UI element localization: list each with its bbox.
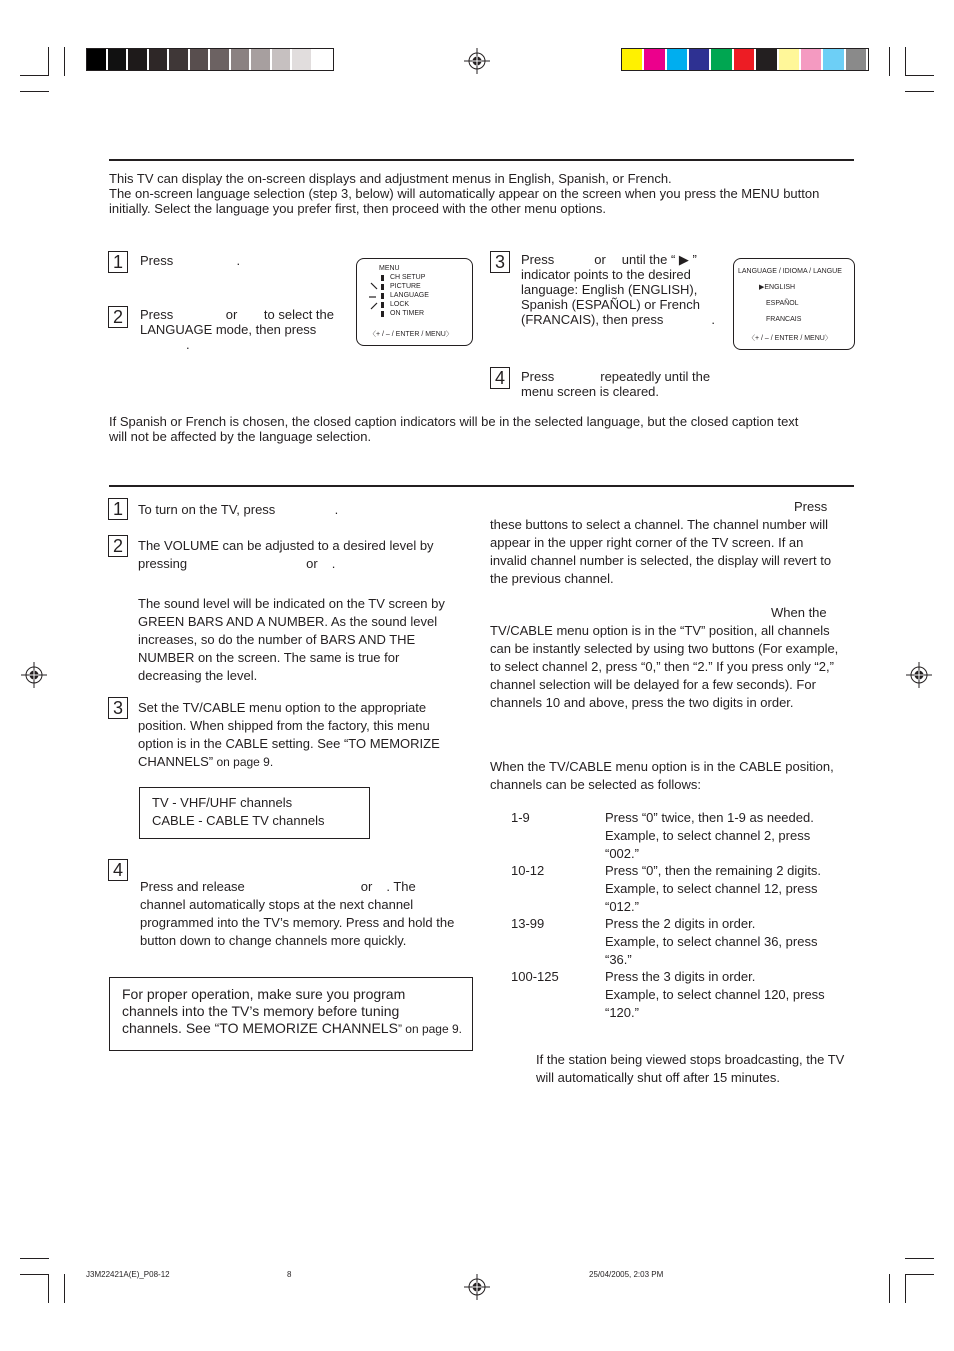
note-line: will automatically shut off after 15 minutes.: [536, 1070, 780, 1085]
osd-title: MENU: [379, 265, 400, 272]
channel-step-or: or: [360, 879, 373, 894]
para-line: can be instantly selected by using two buttons (For example,: [490, 641, 839, 656]
crop-mark: [64, 1274, 65, 1303]
tvcable-line: CHANNELS”: [138, 754, 214, 769]
tvcable-step-text: [138, 699, 478, 771]
para-line: channels can be selected as follows:: [490, 777, 702, 792]
direct-select-press: Press: [794, 499, 828, 514]
volume-para-line: GREEN BARS AND A NUMBER. As the sound level: [138, 614, 438, 629]
color-swatch: [251, 49, 270, 70]
osd-item: LOCK: [390, 301, 410, 308]
para-line: these buttons to select a channel. The channel number will: [490, 517, 828, 532]
channel-range: 13-99: [511, 916, 545, 931]
channel-instruction: “120.”: [605, 1005, 639, 1020]
para-line: the previous channel.: [490, 571, 614, 586]
osd-menu-list: [390, 273, 429, 318]
intro-line: This TV can display the on-screen displays and adjustment menus in English, Spanish, or French.: [109, 171, 672, 186]
volume-para-line: The sound level will be indicated on the TV screen by: [138, 596, 445, 611]
color-swatch: [108, 49, 127, 70]
intro-paragraph: The on-screen language selection (step 3, below) will automatically appear on the screen when you press the MENU button initially. Select the language you prefer first, then proceed with the other menu options.: [109, 186, 820, 216]
step-number: 2: [108, 306, 128, 328]
para-line: channel selection will be delayed for a few seconds). For: [490, 677, 816, 692]
step-number: 1: [108, 251, 128, 273]
color-swatch: [711, 49, 731, 70]
grayscale-calibration-bar: [86, 48, 334, 71]
crop-mark: [20, 91, 49, 92]
cable-channels-label: CABLE - CABLE TV channels: [152, 813, 325, 828]
crop-mark: [905, 1274, 934, 1275]
tvcable-page-ref: on page 9.: [213, 755, 274, 769]
color-swatch: [190, 49, 209, 70]
para-line: When the TV/CABLE menu option is in the CABLE position,: [490, 759, 834, 774]
step-number: 3: [490, 251, 510, 273]
step3-or: or: [594, 252, 606, 267]
note-line: If the station being viewed stops broadcasting, the TV: [536, 1052, 845, 1067]
channel-instruction: Example, to select channel 2, press: [605, 828, 811, 843]
tvcable-line: Set the TV/CABLE menu option to the appropriate: [138, 700, 427, 715]
tvcable-line: position. When shipped from the factory, this menu: [138, 718, 430, 733]
channel-instruction: “012.”: [605, 899, 639, 914]
para-line: to select channel 2, press “0,” then “2.” If you press only “2,”: [490, 659, 834, 674]
step2-press: Press: [140, 307, 174, 322]
color-swatch: [169, 49, 188, 70]
crop-mark: [889, 1274, 890, 1303]
para-line: appear in the upper right corner of the TV screen. If an: [490, 535, 804, 550]
registration-mark-icon: [464, 1274, 490, 1300]
color-calibration-bar: [621, 48, 869, 71]
volume-para-line: decreasing the level.: [138, 668, 258, 683]
color-swatch: [292, 49, 311, 70]
step2-or: or: [225, 307, 238, 322]
crop-mark: [48, 47, 49, 76]
footer-page-number: 8: [287, 1270, 292, 1279]
memorize-note-box: [109, 977, 473, 1051]
volume-pressing: pressing: [138, 556, 188, 571]
step-number: 3: [108, 697, 128, 719]
color-swatch: [823, 49, 843, 70]
step2-text: [140, 307, 334, 352]
language-osd-screen: [733, 258, 855, 350]
footer-date: 25/04/2005, 2:03 PM: [589, 1270, 664, 1279]
osd-language-espanol: ESPAÑOL: [766, 300, 799, 307]
step2-select: to select the: [263, 307, 334, 322]
channel-step-text: [140, 878, 480, 950]
channel-range: 10-12: [511, 863, 545, 878]
channel-range: 100-125: [511, 969, 559, 984]
osd-item: ON TIMER: [390, 310, 425, 317]
note-page-ref: ” on page 9.: [397, 1022, 462, 1036]
color-swatch: [801, 49, 821, 70]
color-swatch: [644, 49, 664, 70]
step2-line2: LANGUAGE mode, then press: [140, 322, 317, 337]
step4-repeat: repeatedly until the: [600, 369, 711, 384]
volume-line: The VOLUME can be adjusted to a desired level by: [138, 538, 434, 553]
crop-mark: [20, 1258, 49, 1259]
step1-tail: .: [236, 253, 241, 268]
table-row: [511, 862, 851, 915]
step3-line: (FRANCAIS), then press: [521, 312, 664, 327]
channel-instruction: Example, to select channel 12, press: [605, 881, 818, 896]
table-row: [511, 809, 851, 862]
color-swatch: [846, 49, 866, 70]
step4-text: [521, 369, 731, 399]
para-line: TV/CABLE menu option is in the “TV” position, all channels: [490, 623, 830, 638]
step4-line: menu screen is cleared.: [521, 384, 660, 399]
crop-mark: [64, 47, 65, 76]
note-line: will not be affected by the language selection.: [109, 429, 372, 444]
channel-range: 1-9: [511, 810, 530, 825]
tv-channels-label: TV - VHF/UHF channels: [152, 795, 293, 810]
tv-mode-when: When the: [771, 605, 827, 620]
osd-cursor-icon: [367, 273, 389, 322]
channel-step-line: programmed into the TV’s memory. Press and hold the: [140, 915, 455, 930]
color-swatch: [149, 49, 168, 70]
cable-mode-para: [490, 758, 854, 794]
crop-mark: [905, 47, 906, 76]
color-swatch: [734, 49, 754, 70]
channel-instruction: “002.”: [605, 846, 639, 861]
menu-osd-screen: [356, 258, 473, 346]
registration-mark-icon: [906, 662, 932, 688]
volume-step-text: [138, 537, 478, 685]
channel-instruction: Press “0” twice, then 1-9 as needed.: [605, 810, 814, 825]
volume-para-line: increases, so do the number of BARS AND THE: [138, 632, 416, 647]
power-step-label: To turn on the TV, press: [138, 502, 276, 517]
language-intro: [109, 171, 859, 216]
channel-instruction: “36.”: [605, 952, 632, 967]
table-row: [511, 968, 851, 1021]
volume-or: or: [306, 556, 318, 571]
step4-press: Press: [521, 369, 555, 384]
step3-until: until the “ ▶ ”: [621, 252, 697, 267]
channel-step-line: button down to change channels more quickly.: [140, 933, 407, 948]
section-rule: [109, 159, 854, 161]
osd-language-francais: FRANCAIS: [766, 316, 802, 323]
channel-instruction: Press the 3 digits in order.: [605, 969, 756, 984]
auto-shutoff-note: [536, 1051, 856, 1087]
tvcable-line: option is in the CABLE setting. See “TO MEMORIZE: [138, 736, 440, 751]
power-step-text: [138, 502, 338, 517]
crop-mark: [905, 75, 934, 76]
tvcable-info-box: [139, 787, 370, 839]
crop-mark: [20, 75, 49, 76]
osd-footer: 〈+ / – / ENTER / MENU〉: [748, 335, 832, 342]
crop-mark: [889, 47, 890, 76]
color-swatch: [622, 49, 642, 70]
section-rule: [109, 485, 854, 487]
crop-mark: [48, 1274, 49, 1303]
color-swatch: [779, 49, 799, 70]
osd-title: LANGUAGE / IDIOMA / LANGUE: [738, 268, 842, 275]
channel-instruction: Example, to select channel 36, press: [605, 934, 818, 949]
step2-tail: .: [186, 337, 190, 352]
note-line: For proper operation, make sure you program: [122, 986, 406, 1002]
step3-line: language: English (ENGLISH),: [521, 282, 698, 297]
color-swatch: [667, 49, 687, 70]
channel-step-line: channel automatically stops at the next channel: [140, 897, 414, 912]
volume-para-line: NUMBER on the screen. The same is true for: [138, 650, 400, 665]
osd-language-english: ▶ENGLISH: [759, 284, 796, 291]
step-number: 4: [108, 859, 128, 881]
channel-step-the: . The: [386, 879, 416, 894]
para-line: invalid channel number is selected, the display will revert to: [490, 553, 832, 568]
osd-footer: 〈+ / – / ENTER / MENU〉: [369, 331, 453, 338]
crop-mark: [905, 1258, 934, 1259]
language-note: [109, 414, 854, 444]
channel-instruction: Press “0”, then the remaining 2 digits.: [605, 863, 822, 878]
color-swatch: [87, 49, 106, 70]
color-swatch: [231, 49, 250, 70]
channel-instruction: Example, to select channel 120, press: [605, 987, 825, 1002]
step3-tail: .: [711, 312, 715, 327]
step-number: 1: [108, 498, 128, 520]
color-swatch: [313, 49, 332, 70]
step3-press: Press: [521, 252, 555, 267]
tv-mode-para: [490, 622, 854, 712]
step3-line: Spanish (ESPAÑOL) or French: [521, 297, 700, 312]
osd-item: PICTURE: [390, 283, 421, 290]
footer-filename: J3M22421A(E)_P08-12: [86, 1270, 170, 1279]
para-line: channels 10 and above, press the two digits in order.: [490, 695, 794, 710]
channel-table: [511, 809, 851, 1021]
note-line: channels into the TV’s memory before tuning: [122, 1003, 400, 1019]
note-line: If Spanish or French is chosen, the closed caption indicators will be in the selected language, but the closed caption text: [109, 414, 799, 429]
table-row: [511, 915, 851, 968]
note-line: channels. See “TO MEMORIZE CHANNELS: [122, 1020, 398, 1036]
crop-mark: [905, 91, 934, 92]
power-step-tail: .: [334, 502, 339, 517]
registration-mark-icon: [21, 662, 47, 688]
step-number: 2: [108, 535, 128, 557]
channel-instruction: Press the 2 digits in order.: [605, 916, 756, 931]
direct-select-para: [490, 516, 854, 588]
channel-step-press: Press and release: [140, 879, 245, 894]
step1-press: Press: [140, 253, 174, 268]
color-swatch: [210, 49, 229, 70]
color-swatch: [128, 49, 147, 70]
volume-tail: .: [331, 556, 336, 571]
osd-item: CH SETUP: [390, 274, 426, 281]
color-swatch: [689, 49, 709, 70]
color-swatch: [272, 49, 291, 70]
osd-item: LANGUAGE: [390, 292, 429, 299]
step-number: 4: [490, 367, 510, 389]
crop-mark: [20, 1274, 49, 1275]
step3-text: [521, 252, 720, 327]
step1-text: [140, 253, 240, 268]
crop-mark: [905, 1274, 906, 1303]
registration-mark-icon: [464, 48, 490, 74]
step3-line: indicator points to the desired: [521, 267, 691, 282]
color-swatch: [756, 49, 776, 70]
